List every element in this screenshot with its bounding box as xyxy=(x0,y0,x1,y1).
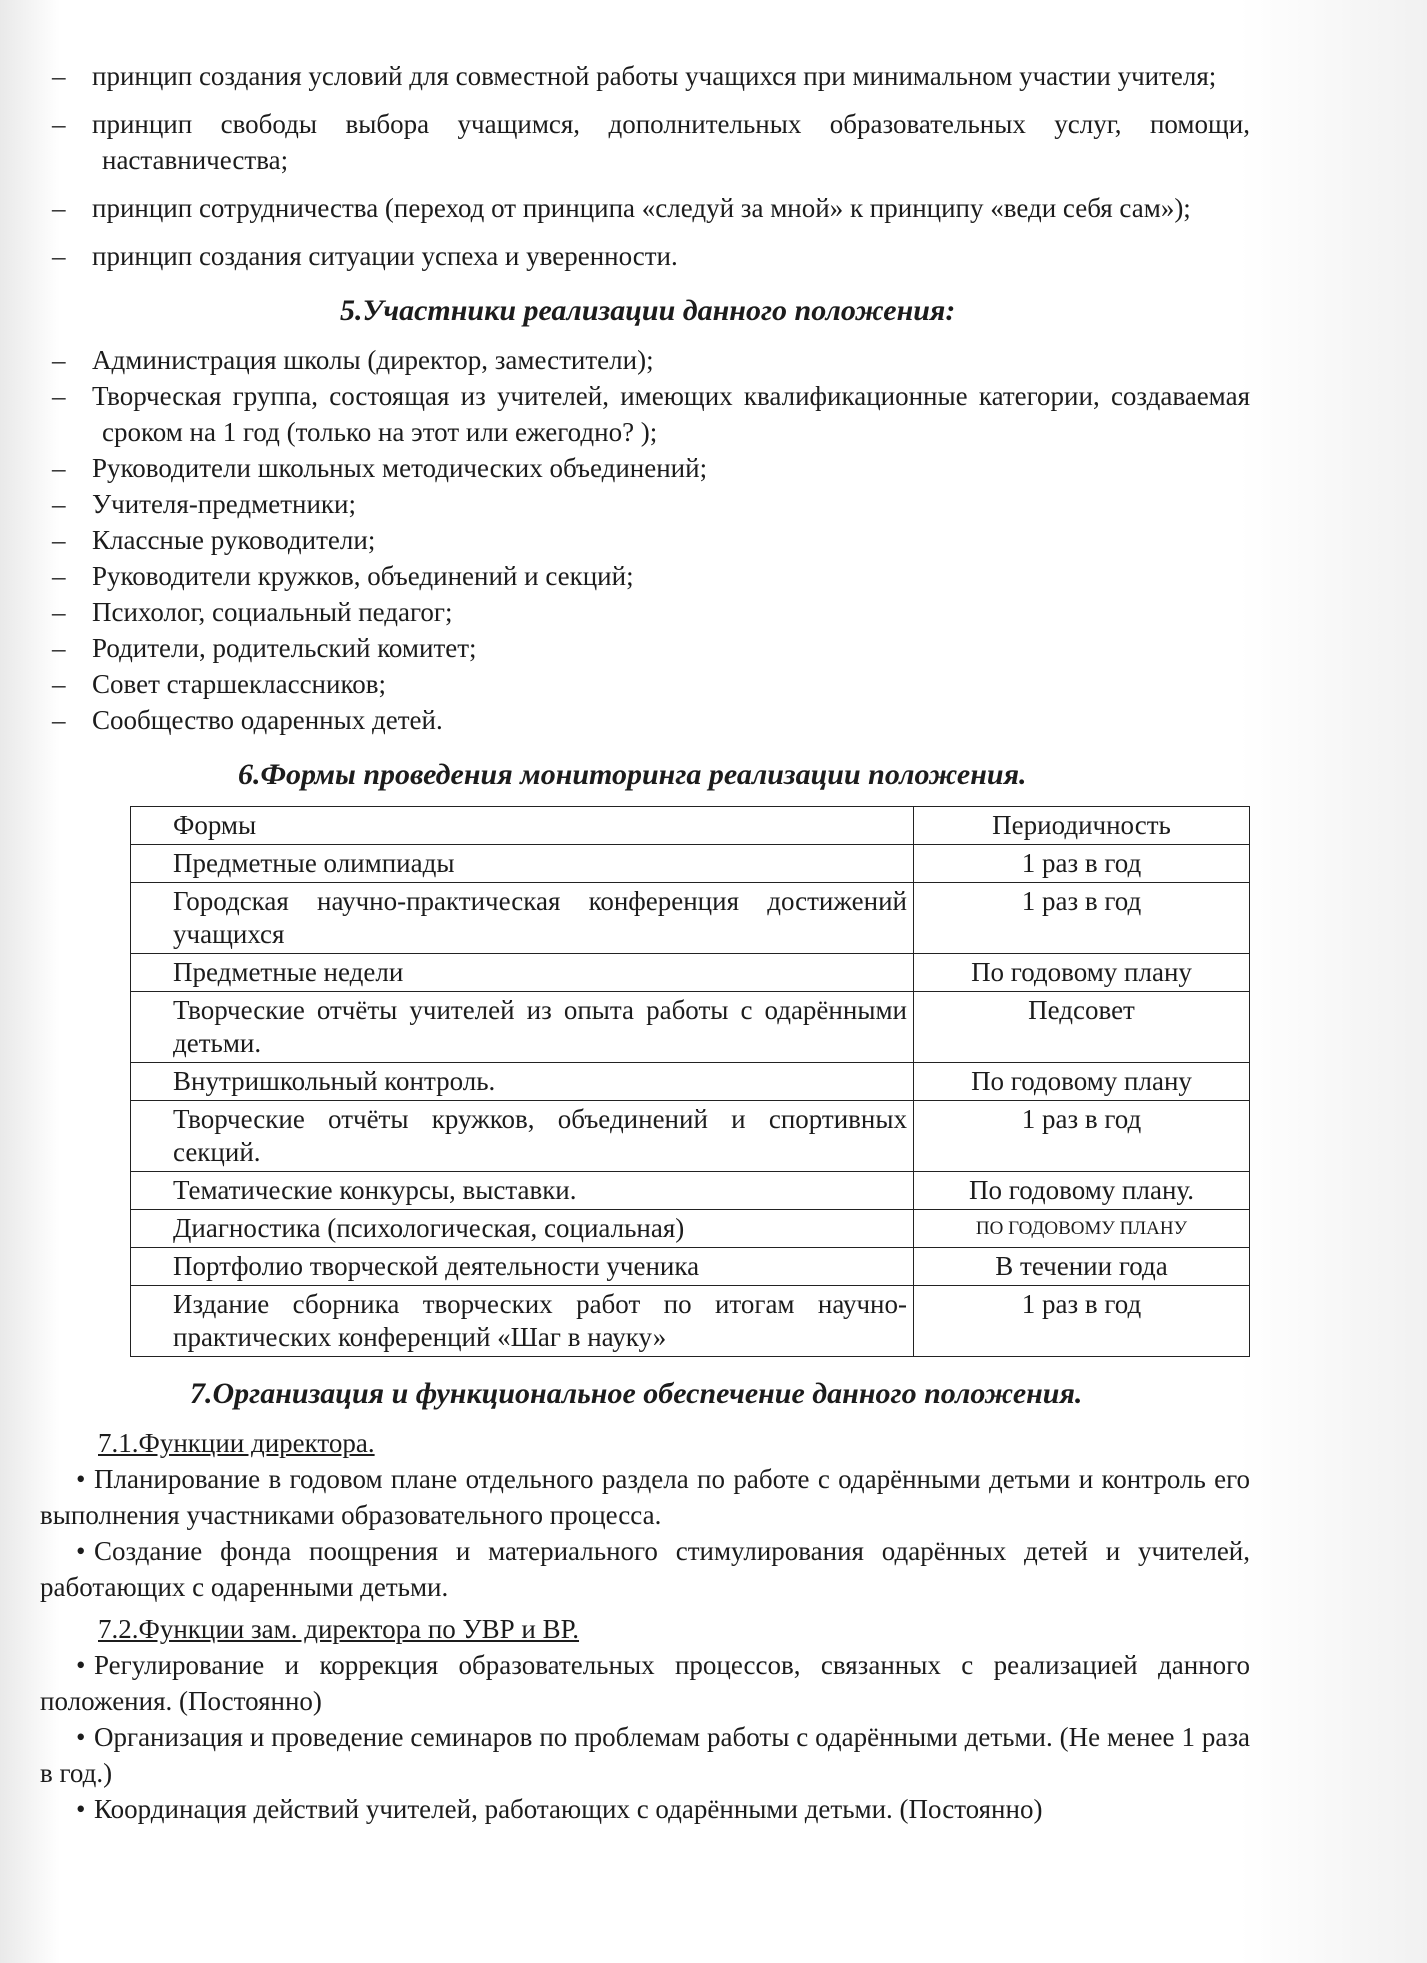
table-row: Городская научно-практическая конференция достижений учащихся 1 раз в год xyxy=(131,883,1250,954)
bullet-marker: • xyxy=(76,1650,86,1680)
dash-marker: – xyxy=(52,597,66,627)
dash-marker: – xyxy=(52,525,66,555)
list-item: – Совет старшеклассников; xyxy=(40,666,1250,702)
table-row: Диагностика (психологическая, социальная) ПО ГОДОВОМУ ПЛАНУ xyxy=(131,1210,1250,1248)
subsection-7-1-title: 7.1.Функции директора. xyxy=(98,1428,375,1458)
list-item: – принцип создания ситуации успеха и уверенности. xyxy=(40,238,1250,274)
list-item: – принцип создания условий для совместной работы учащихся при минимальном участии учителя; xyxy=(40,58,1250,94)
section-5-title: 5.Участники реализации данного положения: xyxy=(340,294,956,327)
list-item: – Сообщество одаренных детей. xyxy=(40,702,1250,738)
list-item: – Учителя-предметники; xyxy=(40,486,1250,522)
subsection-7-2-title: 7.2.Функции зам. директора по УВР и ВР. xyxy=(98,1614,580,1644)
header-forms: Формы xyxy=(173,810,257,840)
bullet-marker: • xyxy=(76,1722,86,1752)
list-item: • Регулирование и коррекция образовательных процессов, связанных с реализацией данного положения. (Постоянно) xyxy=(40,1647,1250,1719)
list-item: – Родители, родительский комитет; xyxy=(40,630,1250,666)
monitoring-table xyxy=(130,806,1250,1357)
list-item: – Руководители кружков, объединений и секций; xyxy=(40,558,1250,594)
document-content xyxy=(40,58,1250,1827)
table-row: Портфолио творческой деятельности ученика В течении года xyxy=(131,1248,1250,1286)
header-period: Периодичность xyxy=(914,807,1250,845)
bullet-marker: • xyxy=(76,1536,86,1566)
list-item: • Организация и проведение семинаров по проблемам работы с одарёнными детьми. (Не менее 1 раза в год.) xyxy=(40,1719,1250,1791)
dash-marker: – xyxy=(52,193,66,223)
dash-marker: – xyxy=(52,345,66,375)
table-row: Творческие отчёты кружков, объединений и спортивных секций. 1 раз в год xyxy=(131,1101,1250,1172)
dash-marker: – xyxy=(52,453,66,483)
list-item: – принцип свободы выбора учащимся, дополнительных образовательных услуг, помощи, наставничества; xyxy=(40,106,1250,178)
dash-marker: – xyxy=(52,109,66,139)
section-6-title: 6.Формы проведения мониторинга реализации положения. xyxy=(238,758,1027,791)
dash-marker: – xyxy=(52,561,66,591)
bullet-marker: • xyxy=(76,1464,86,1494)
table-row: Издание сборника творческих работ по итогам научно-практических конференций «Шаг в науку» 1 раз в год xyxy=(131,1286,1250,1357)
principles-list xyxy=(40,58,1250,274)
table-row: Творческие отчёты учителей из опыта работы с одарёнными детьми. Педсовет xyxy=(131,992,1250,1063)
list-item: – принцип сотрудничества (переход от принципа «следуй за мной» к принципу «веди себя сам»); xyxy=(40,190,1250,226)
dash-marker: – xyxy=(52,669,66,699)
dash-marker: – xyxy=(52,241,66,271)
list-item: – Руководители школьных методических объединений; xyxy=(40,450,1250,486)
dash-marker: – xyxy=(52,489,66,519)
table-row: Предметные недели По годовому плану xyxy=(131,954,1250,992)
section-7-title: 7.Организация и функциональное обеспечение данного положения. xyxy=(190,1377,1083,1410)
dash-marker: – xyxy=(52,705,66,735)
dash-marker: – xyxy=(52,381,66,411)
dash-marker: – xyxy=(52,61,66,91)
bullet-marker: • xyxy=(76,1794,86,1824)
list-item: – Классные руководители; xyxy=(40,522,1250,558)
dash-marker: – xyxy=(52,633,66,663)
list-item: • Планирование в годовом плане отдельного раздела по работе с одарёнными детьми и контроль его выполнения участниками образовательного процесса. xyxy=(40,1461,1250,1533)
table-header-row xyxy=(131,807,1250,845)
list-item: – Администрация школы (директор, заместители); xyxy=(40,342,1250,378)
list-item: • Создание фонда поощрения и материального стимулирования одарённых детей и учителей, работающих с одаренными детьми. xyxy=(40,1533,1250,1605)
list-item: – Творческая группа, состоящая из учителей, имеющих квалификационные категории, создаваемая сроком на 1 год (только на этот или ежегодно? ); xyxy=(40,378,1250,450)
table-row: Тематические конкурсы, выставки. По годовому плану. xyxy=(131,1172,1250,1210)
table-row: Предметные олимпиады 1 раз в год xyxy=(131,845,1250,883)
table-row: Внутришкольный контроль. По годовому плану xyxy=(131,1063,1250,1101)
list-item: • Координация действий учителей, работающих с одарёнными детьми. (Постоянно) xyxy=(40,1791,1250,1827)
list-item: – Психолог, социальный педагог; xyxy=(40,594,1250,630)
participants-list xyxy=(40,342,1250,738)
